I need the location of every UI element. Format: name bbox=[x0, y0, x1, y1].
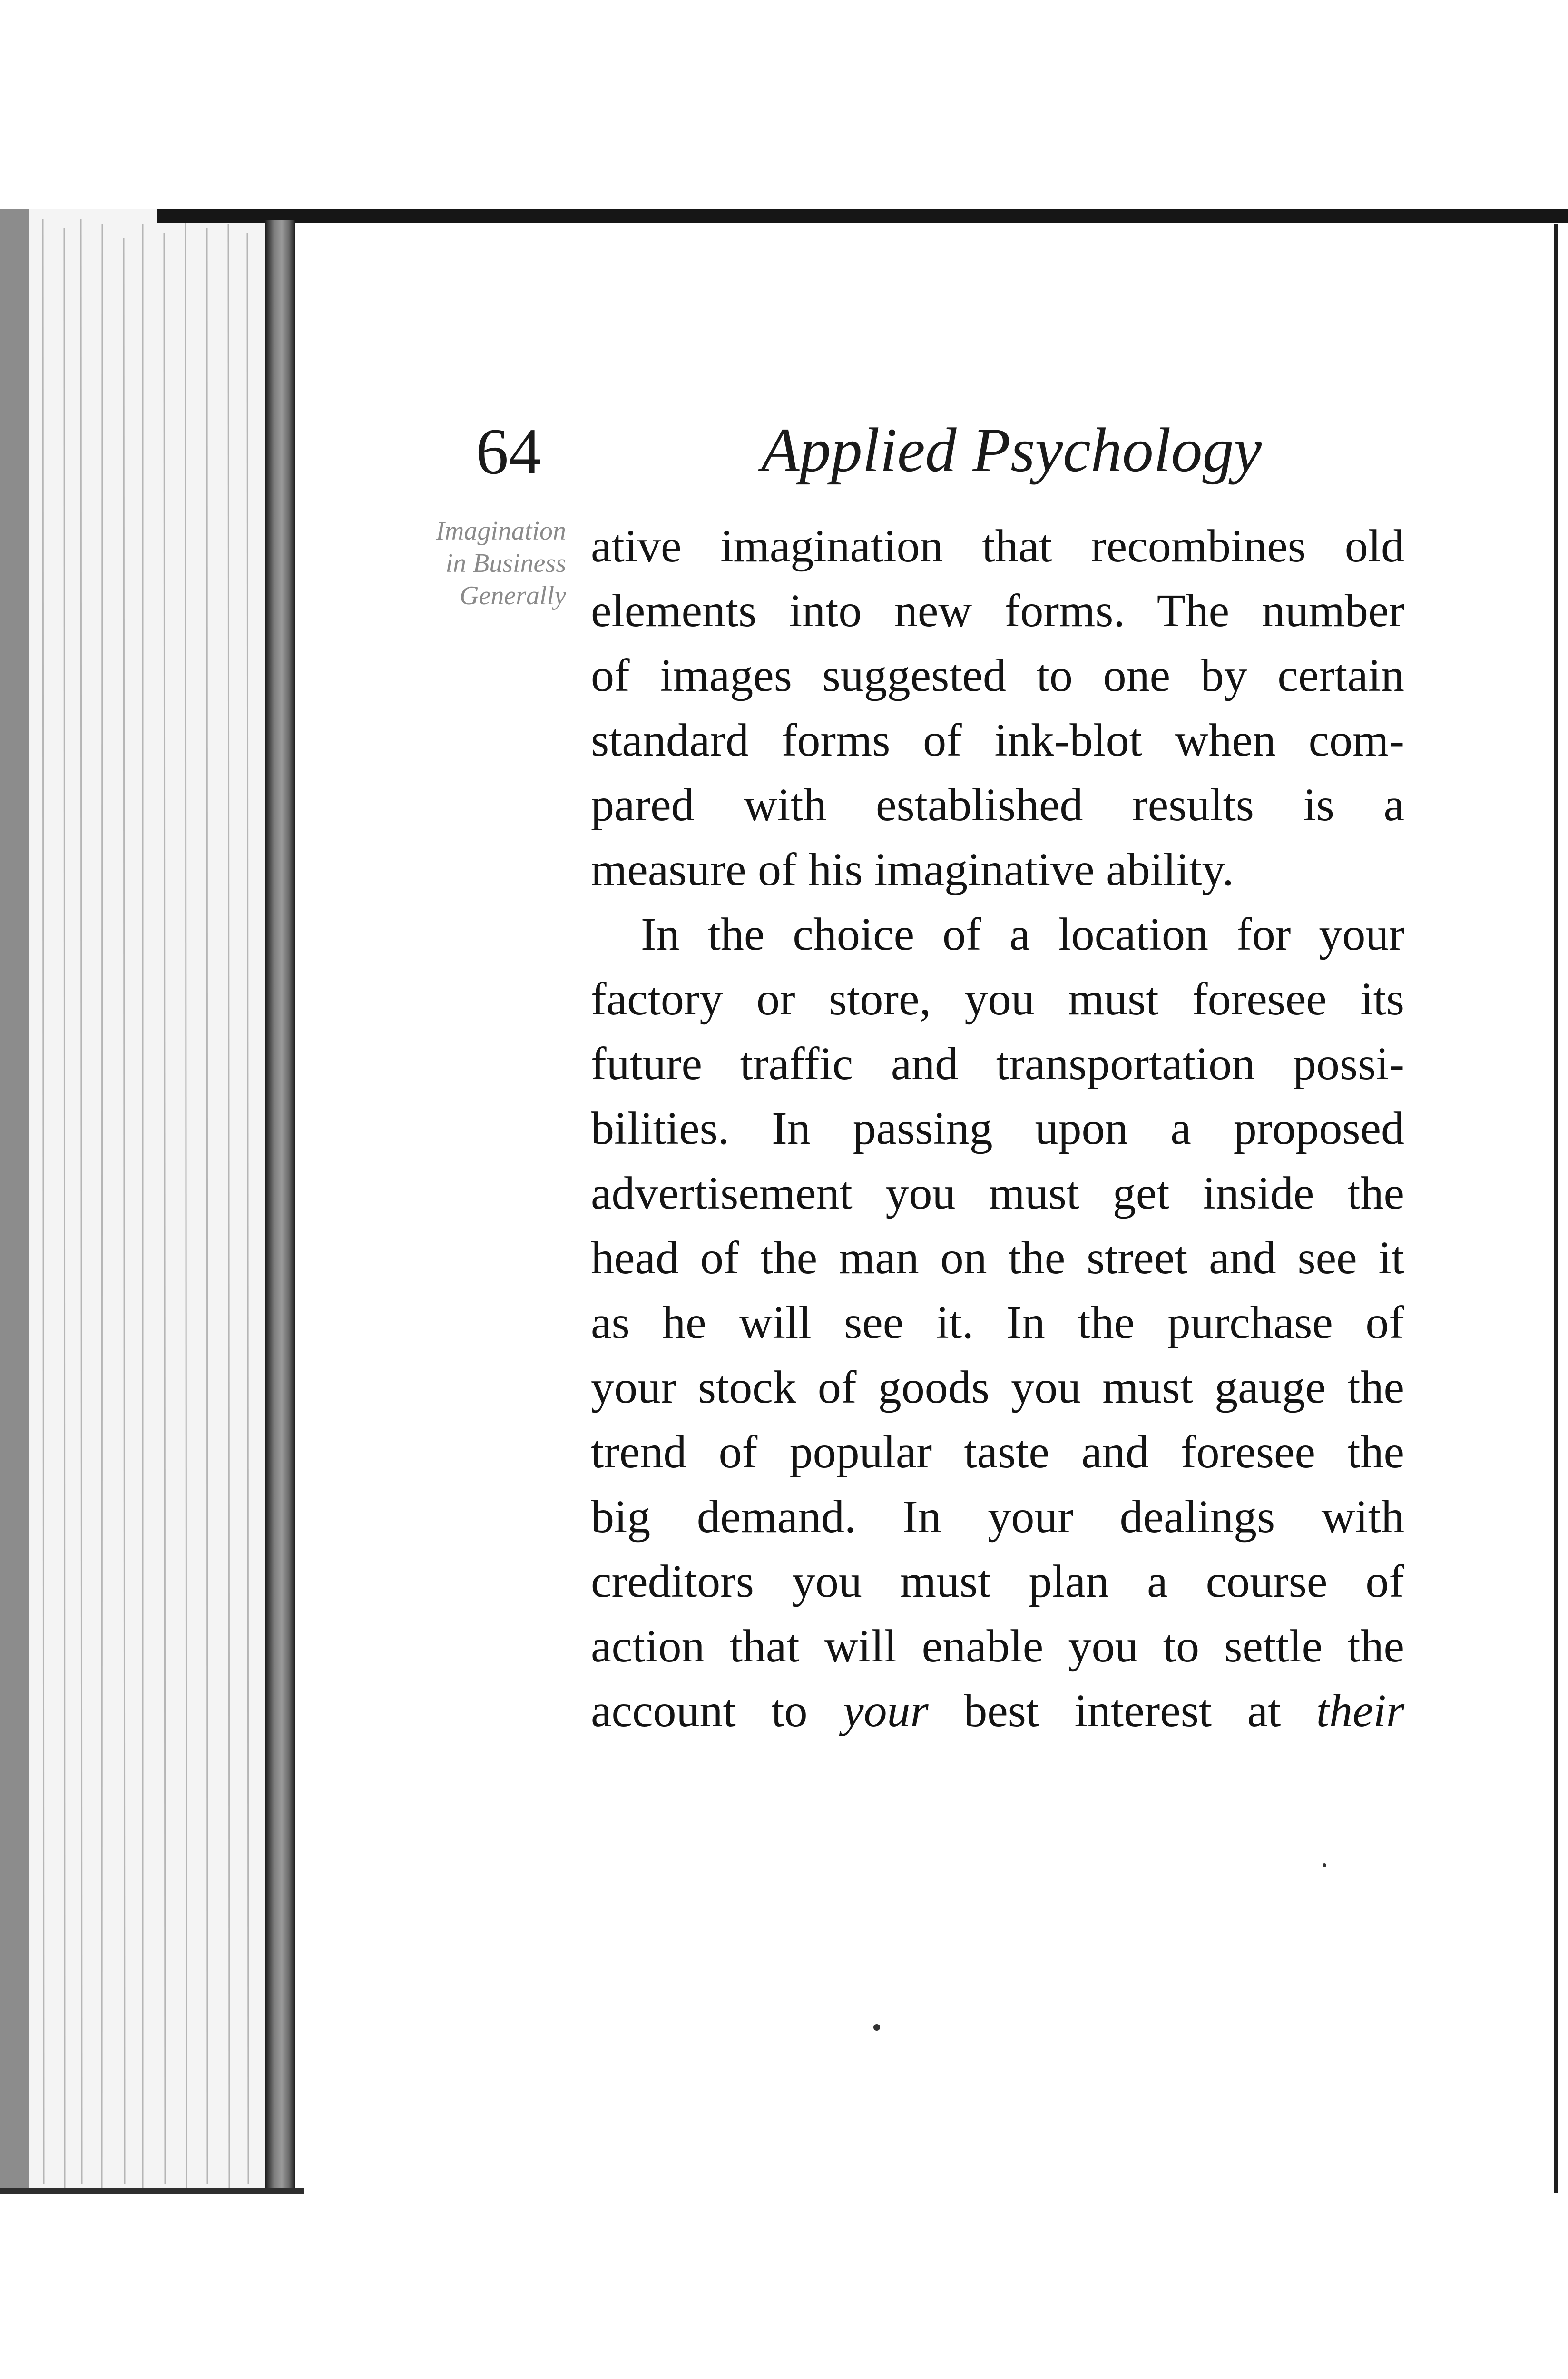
marginal-note-line: Generally bbox=[460, 581, 566, 610]
text-line: of images suggested to one by certain bbox=[591, 650, 1404, 701]
marginal-note bbox=[333, 515, 566, 612]
text-line: measure of his imaginative ability. bbox=[591, 844, 1234, 895]
text-line: bilities. In passing upon a proposed bbox=[591, 1103, 1404, 1154]
text-line: your stock of goods you must gauge the bbox=[591, 1362, 1404, 1413]
book-gutter bbox=[265, 220, 295, 2190]
running-head: Applied Psychology bbox=[761, 415, 1262, 485]
text-line: action that will enable you to settle the bbox=[591, 1621, 1404, 1672]
italic-word: their bbox=[1316, 1685, 1404, 1737]
ink-speck bbox=[1323, 1863, 1326, 1867]
marginal-note-line: Imagination bbox=[436, 516, 566, 546]
text-line: advertisement you must get inside the bbox=[591, 1168, 1404, 1219]
text-line: In the choice of a location for your bbox=[641, 909, 1404, 960]
text-line bbox=[591, 1679, 1404, 1743]
body-text bbox=[591, 514, 1404, 1743]
page-number: 64 bbox=[476, 415, 541, 488]
text-run: best interest at bbox=[928, 1685, 1316, 1737]
text-line: pared with established results is a bbox=[591, 779, 1404, 831]
page-edges bbox=[0, 209, 290, 2193]
italic-word: your bbox=[843, 1685, 929, 1737]
text-line: head of the man on the street and see it bbox=[591, 1232, 1404, 1284]
text-line: elements into new forms. The number bbox=[591, 585, 1404, 637]
top-page-edge bbox=[157, 209, 1568, 223]
text-line: ative imagination that recombines old bbox=[591, 521, 1404, 572]
text-line: trend of popular taste and foresee the bbox=[591, 1426, 1404, 1478]
text-line: future traffic and transportation possi- bbox=[591, 1038, 1404, 1090]
text-line: big demand. In your dealings with bbox=[591, 1491, 1404, 1543]
text-line: standard forms of ink-blot when com- bbox=[591, 715, 1404, 766]
right-page-edge bbox=[1554, 224, 1558, 2193]
text-run: account to bbox=[591, 1685, 843, 1737]
text-line: creditors you must plan a course of bbox=[591, 1556, 1404, 1607]
text-line: as he will see it. In the purchase of bbox=[591, 1297, 1404, 1348]
bottom-page-edge bbox=[0, 2188, 304, 2194]
text-line: factory or store, you must foresee its bbox=[591, 973, 1404, 1025]
ink-speck bbox=[873, 2024, 880, 2031]
marginal-note-line: in Business bbox=[445, 549, 566, 578]
